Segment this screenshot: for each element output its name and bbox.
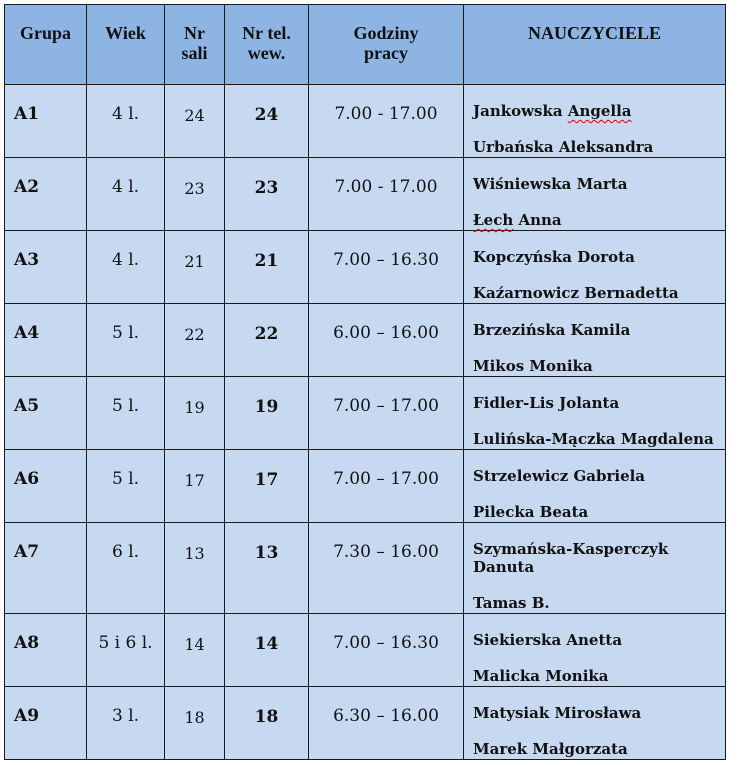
phone-extension-cell: 17 <box>225 450 309 523</box>
teachers-cell <box>464 231 726 304</box>
room-cell: 13 <box>165 523 225 614</box>
working-hours-cell: 7.00 – 17.00 <box>309 450 464 523</box>
teachers-cell <box>464 158 726 231</box>
age-cell: 4 l. <box>87 158 165 231</box>
room-cell: 19 <box>165 377 225 450</box>
room-cell: 17 <box>165 450 225 523</box>
teachers-cell <box>464 377 726 450</box>
group-cell: A8 <box>5 614 87 687</box>
table-row <box>5 614 726 687</box>
age-cell: 5 l. <box>87 304 165 377</box>
header-age: Wiek <box>87 5 165 85</box>
teacher-name: Łech Anna <box>473 211 562 229</box>
table-row <box>5 85 726 158</box>
phone-extension-cell: 23 <box>225 158 309 231</box>
working-hours-cell: 7.00 – 17.00 <box>309 377 464 450</box>
table-header-row <box>5 5 726 85</box>
age-cell: 4 l. <box>87 85 165 158</box>
header-working-hours: Godziny pracy <box>309 5 464 85</box>
working-hours-cell: 7.00 – 16.30 <box>309 614 464 687</box>
group-cell: A2 <box>5 158 87 231</box>
room-cell: 21 <box>165 231 225 304</box>
phone-extension-cell: 18 <box>225 687 309 760</box>
teacher-name: Tamas B. <box>473 594 550 612</box>
phone-extension-cell: 22 <box>225 304 309 377</box>
table-row <box>5 450 726 523</box>
room-cell: 14 <box>165 614 225 687</box>
teacher-name: Kaźarnowicz Bernadetta <box>473 284 679 302</box>
group-cell: A3 <box>5 231 87 304</box>
table-row <box>5 304 726 377</box>
teacher-name: Brzezińska Kamila <box>473 321 631 339</box>
group-cell: A6 <box>5 450 87 523</box>
table-row <box>5 687 726 760</box>
phone-extension-cell: 14 <box>225 614 309 687</box>
table-row <box>5 231 726 304</box>
teacher-name: Matysiak Mirosława <box>473 704 642 722</box>
teachers-cell <box>464 687 726 760</box>
teacher-name: Urbańska Aleksandra <box>473 138 654 156</box>
age-cell: 3 l. <box>87 687 165 760</box>
phone-extension-cell: 13 <box>225 523 309 614</box>
teacher-name: Malicka Monika <box>473 667 609 685</box>
header-teachers: NAUCZYCIELE <box>464 5 726 85</box>
teacher-name: Wiśniewska Marta <box>473 175 628 193</box>
teacher-name: Szymańska-Kasperczyk Danuta <box>473 540 669 576</box>
room-cell: 18 <box>165 687 225 760</box>
teacher-name: Siekierska Anetta <box>473 631 623 649</box>
group-cell: A5 <box>5 377 87 450</box>
phone-extension-cell: 21 <box>225 231 309 304</box>
phone-extension-cell: 24 <box>225 85 309 158</box>
room-cell: 22 <box>165 304 225 377</box>
teacher-name: Fidler-Lis Jolanta <box>473 394 620 412</box>
spellcheck-underline: Angella <box>567 102 632 120</box>
room-cell: 23 <box>165 158 225 231</box>
header-room: Nr sali <box>165 5 225 85</box>
working-hours-cell: 7.00 – 16.30 <box>309 231 464 304</box>
header-group: Grupa <box>5 5 87 85</box>
groups-schedule-table <box>4 4 726 760</box>
group-cell: A7 <box>5 523 87 614</box>
phone-extension-cell: 19 <box>225 377 309 450</box>
header-phone-extension: Nr tel. wew. <box>225 5 309 85</box>
age-cell: 6 l. <box>87 523 165 614</box>
teachers-cell <box>464 614 726 687</box>
table-row <box>5 377 726 450</box>
teacher-name: Marek Małgorzata <box>473 740 628 758</box>
teacher-name: Mikos Monika <box>473 357 593 375</box>
working-hours-cell: 7.00 - 17.00 <box>309 158 464 231</box>
teachers-cell <box>464 450 726 523</box>
working-hours-cell: 7.00 - 17.00 <box>309 85 464 158</box>
schedule-table-wrapper <box>4 4 726 760</box>
teacher-name: Jankowska Angella <box>473 102 632 120</box>
spellcheck-underline: Łech <box>473 211 514 229</box>
teacher-name: Strzelewicz Gabriela <box>473 467 646 485</box>
table-row <box>5 523 726 614</box>
teacher-name: Lulińska-Mączka Magdalena <box>473 430 714 448</box>
room-cell: 24 <box>165 85 225 158</box>
table-row <box>5 158 726 231</box>
teachers-cell <box>464 304 726 377</box>
age-cell: 5 l. <box>87 450 165 523</box>
teacher-name: Pilecka Beata <box>473 503 589 521</box>
teacher-name: Kopczyńska Dorota <box>473 248 635 266</box>
working-hours-cell: 7.30 – 16.00 <box>309 523 464 614</box>
group-cell: A4 <box>5 304 87 377</box>
group-cell: A9 <box>5 687 87 760</box>
age-cell: 4 l. <box>87 231 165 304</box>
group-cell: A1 <box>5 85 87 158</box>
working-hours-cell: 6.30 – 16.00 <box>309 687 464 760</box>
teachers-cell <box>464 523 726 614</box>
age-cell: 5 i 6 l. <box>87 614 165 687</box>
age-cell: 5 l. <box>87 377 165 450</box>
teachers-cell <box>464 85 726 158</box>
working-hours-cell: 6.00 – 16.00 <box>309 304 464 377</box>
